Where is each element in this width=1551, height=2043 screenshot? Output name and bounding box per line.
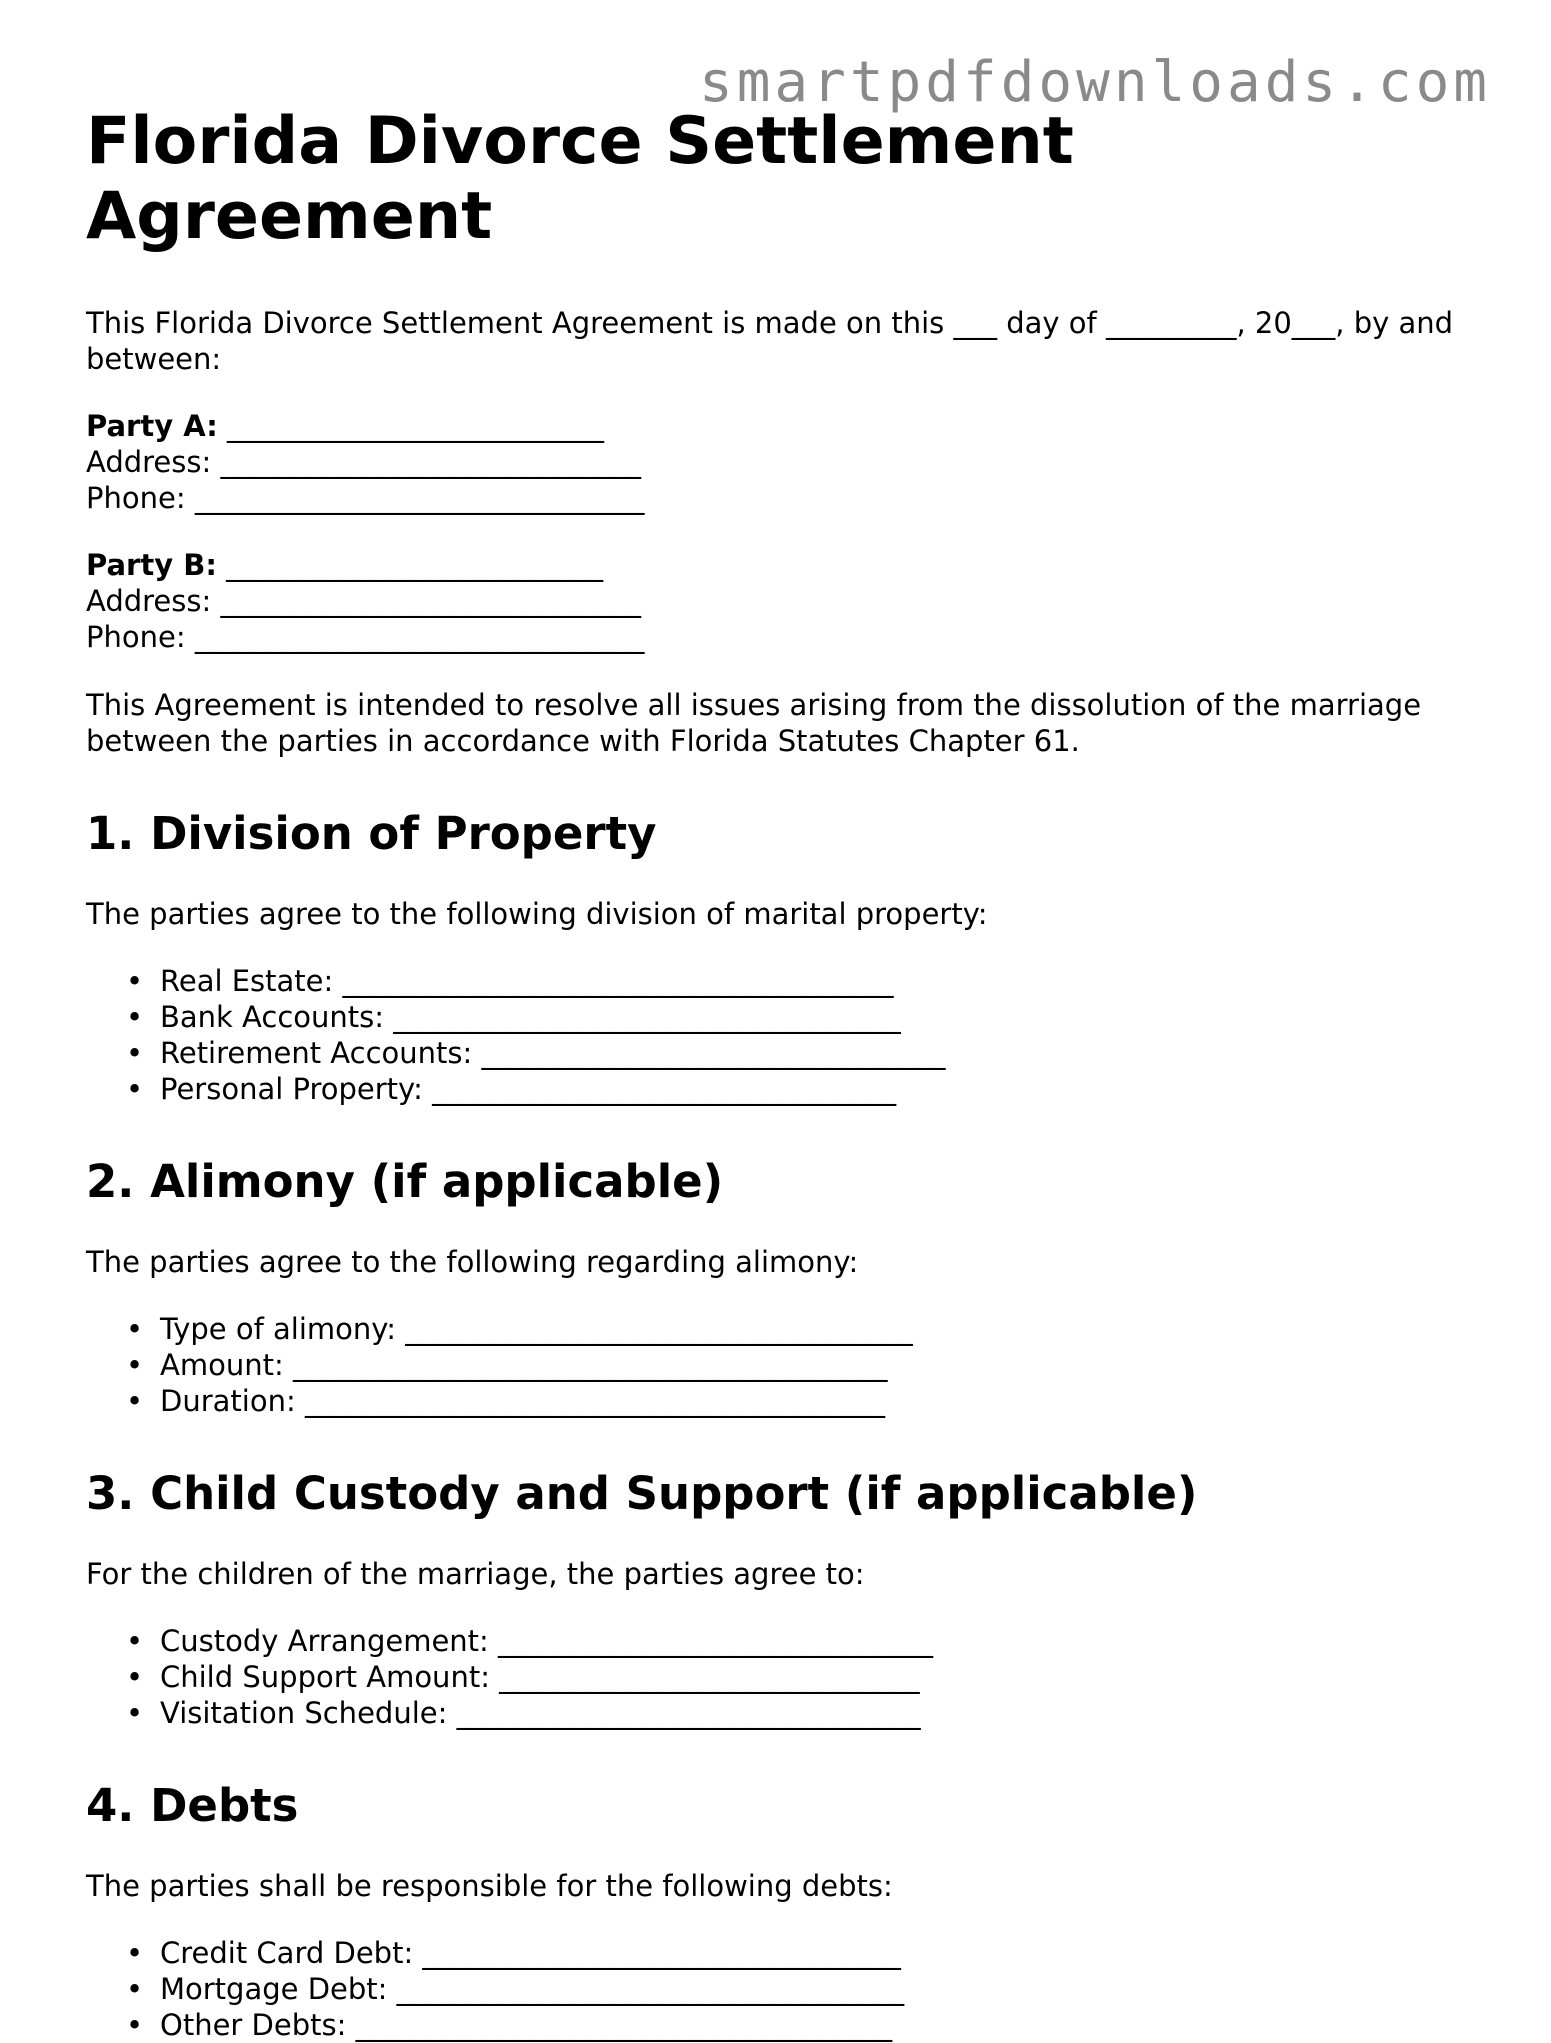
alimony-type-field[interactable] — [126, 1311, 1486, 1347]
party-b-label: Party B: — [86, 547, 217, 582]
party-a-name-field[interactable]: __________________________ — [217, 408, 605, 443]
party-a-address-field[interactable]: Address: _____________________________ — [86, 444, 641, 479]
field-label: Mortgage Debt: ___________________________________ — [160, 1971, 905, 2006]
document-title: Florida Divorce Settlement Agreement — [86, 104, 1074, 254]
party-b-block — [86, 547, 1486, 655]
field-label: Credit Card Debt: _________________________________ — [160, 1935, 901, 1970]
custody-arrangement-field[interactable] — [126, 1623, 1486, 1659]
party-a-label: Party A: — [86, 408, 218, 443]
field-label: Personal Property: ________________________________ — [160, 1071, 897, 1106]
field-list — [86, 1311, 1486, 1419]
field-list — [86, 1623, 1486, 1731]
section-heading: 3. Child Custody and Support (if applicable) — [86, 1466, 1198, 1520]
party-b-name-line — [86, 547, 1486, 583]
bullet-icon: • — [126, 1311, 144, 1346]
field-label: Amount: _________________________________________ — [160, 1347, 888, 1382]
alimony-amount-field[interactable] — [126, 1347, 1486, 1383]
bullet-icon: • — [126, 963, 144, 998]
section-intro: The parties agree to the following division of marital property: — [86, 896, 988, 931]
field-label: Duration: ________________________________________ — [160, 1383, 885, 1418]
visitation-schedule-field[interactable] — [126, 1695, 1486, 1731]
other-debts-field[interactable] — [126, 2007, 1486, 2043]
section-heading: 1. Division of Property — [86, 806, 657, 860]
party-b-phone-field[interactable]: Phone: _______________________________ — [86, 619, 645, 654]
field-list — [86, 1935, 1486, 2043]
retirement-accounts-field[interactable] — [126, 1035, 1486, 1071]
party-b-address-field[interactable]: Address: _____________________________ — [86, 583, 641, 618]
party-a-block — [86, 408, 1486, 516]
bullet-icon: • — [126, 1971, 144, 2006]
document-page — [86, 105, 1486, 2043]
alimony-duration-field[interactable] — [126, 1383, 1486, 1419]
field-label: Other Debts: _____________________________________ — [160, 2007, 893, 2042]
bullet-icon: • — [126, 1935, 144, 1970]
credit-card-debt-field[interactable] — [126, 1935, 1486, 1971]
real-estate-field[interactable] — [126, 963, 1486, 999]
field-label: Child Support Amount: _____________________________ — [160, 1659, 920, 1694]
bank-accounts-field[interactable] — [126, 999, 1486, 1035]
field-label: Custody Arrangement: ______________________________ — [160, 1623, 934, 1658]
field-label: Type of alimony: ___________________________________ — [160, 1311, 913, 1346]
bullet-icon: • — [126, 1659, 144, 1694]
bullet-icon: • — [126, 1347, 144, 1382]
intro-paragraph: This Florida Divorce Settlement Agreement is made on this ___ day of _________, 20___, by and between: — [86, 305, 1454, 376]
bullet-icon: • — [126, 1383, 144, 1418]
field-label: Real Estate: ______________________________________ — [160, 963, 894, 998]
section-debts — [86, 1779, 1486, 2043]
mortgage-debt-field[interactable] — [126, 1971, 1486, 2007]
section-child-custody — [86, 1467, 1486, 1731]
child-support-amount-field[interactable] — [126, 1659, 1486, 1695]
field-list — [86, 963, 1486, 1107]
bullet-icon: • — [126, 2007, 144, 2042]
field-label: Bank Accounts: ___________________________________ — [160, 999, 901, 1034]
bullet-icon: • — [126, 1035, 144, 1070]
party-a-phone-field[interactable]: Phone: _______________________________ — [86, 480, 645, 515]
section-intro: For the children of the marriage, the parties agree to: — [86, 1556, 865, 1591]
section-intro: The parties agree to the following regarding alimony: — [86, 1244, 859, 1279]
bullet-icon: • — [126, 1695, 144, 1730]
party-a-name-line — [86, 408, 1486, 444]
bullet-icon: • — [126, 999, 144, 1034]
section-alimony — [86, 1155, 1486, 1419]
field-label: Visitation Schedule: ________________________________ — [160, 1695, 921, 1730]
bullet-icon: • — [126, 1623, 144, 1658]
bullet-icon: • — [126, 1071, 144, 1106]
purpose-paragraph: This Agreement is intended to resolve all issues arising from the dissolution of the marriage between the parties in accordance with Florida Statutes Chapter 61. — [86, 687, 1422, 758]
party-b-name-field[interactable]: __________________________ — [216, 547, 604, 582]
personal-property-field[interactable] — [126, 1071, 1486, 1107]
field-label: Retirement Accounts: ________________________________ — [160, 1035, 946, 1070]
section-heading: 4. Debts — [86, 1778, 299, 1832]
section-heading: 2. Alimony (if applicable) — [86, 1154, 724, 1208]
section-division-of-property — [86, 807, 1486, 1107]
section-intro: The parties shall be responsible for the following debts: — [86, 1868, 893, 1903]
watermark: smartpdfdownloads.com — [698, 50, 1491, 115]
